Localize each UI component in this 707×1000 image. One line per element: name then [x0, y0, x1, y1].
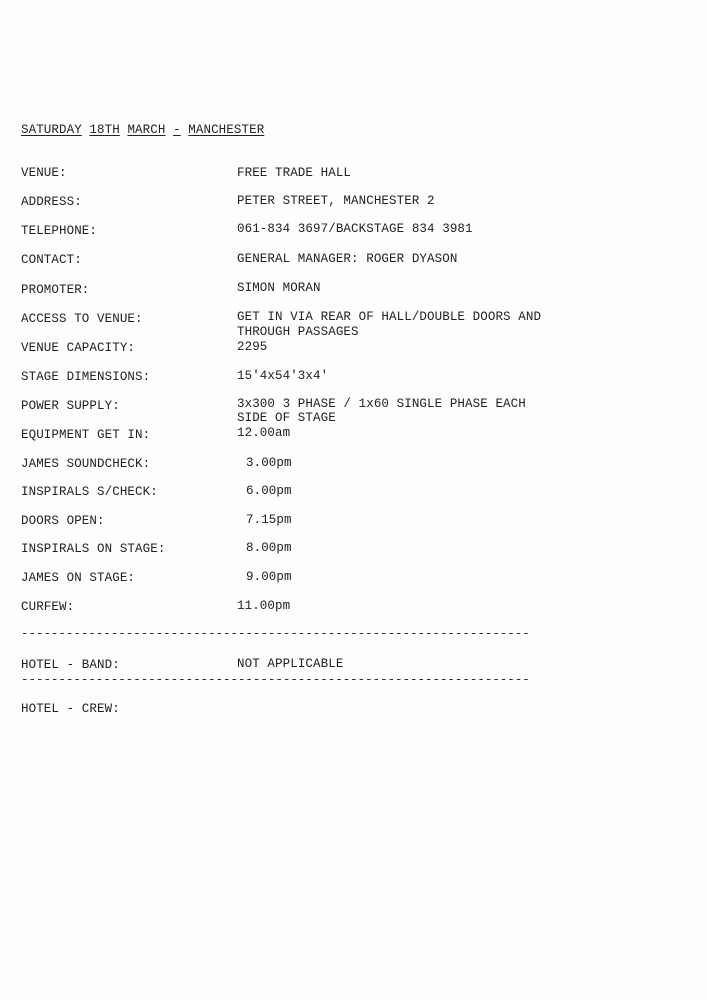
- get-in-label: EQUIPMENT GET IN:: [21, 428, 151, 442]
- schedule-label-james-on-stage: JAMES ON STAGE:: [21, 571, 136, 585]
- contact-value: GENERAL MANAGER: ROGER DYASON: [237, 252, 458, 266]
- telephone-label: TELEPHONE:: [21, 224, 98, 238]
- schedule-time-doors-open: 7.15pm: [246, 513, 292, 527]
- promoter-value: SIMON MORAN: [237, 281, 321, 295]
- capacity-value: 2295: [237, 340, 268, 354]
- stage-value: 15'4x54'3x4': [237, 369, 329, 383]
- contact-label: CONTACT:: [21, 253, 82, 267]
- access-value-line1: GET IN VIA REAR OF HALL/DOUBLE DOORS AND: [237, 310, 542, 324]
- schedule-time-inspirals-on-stage: 8.00pm: [246, 541, 292, 555]
- schedule-time-james-on-stage: 9.00pm: [246, 570, 292, 584]
- hotel-band-value: NOT APPLICABLE: [237, 657, 344, 671]
- schedule-label-doors-open: DOORS OPEN:: [21, 514, 105, 528]
- get-in-value: 12.00am: [237, 426, 291, 440]
- divider-rule-2: --------------------------------------------------------------------: [21, 673, 530, 687]
- power-label: POWER SUPPLY:: [21, 399, 120, 413]
- access-label: ACCESS TO VENUE:: [21, 312, 143, 326]
- schedule-time-curfew: 11.00pm: [237, 599, 291, 613]
- address-value: PETER STREET, MANCHESTER 2: [237, 194, 435, 208]
- power-value-line2: SIDE OF STAGE: [237, 411, 336, 425]
- page-heading: [21, 124, 264, 137]
- schedule-label-inspirals-on-stage: INSPIRALS ON STAGE:: [21, 542, 166, 556]
- schedule-label-james-soundcheck: JAMES SOUNDCHECK:: [21, 457, 151, 471]
- heading-city: MANCHESTER: [188, 123, 265, 137]
- venue-value: FREE TRADE HALL: [237, 166, 352, 180]
- promoter-label: PROMOTER:: [21, 283, 90, 297]
- heading-dash: -: [173, 123, 181, 137]
- venue-label: VENUE:: [21, 166, 67, 180]
- schedule-time-inspirals-soundcheck: 6.00pm: [246, 484, 292, 498]
- hotel-band-label: HOTEL - BAND:: [21, 658, 120, 672]
- stage-label: STAGE DIMENSIONS:: [21, 370, 151, 384]
- heading-day: SATURDAY: [21, 123, 82, 137]
- schedule-time-james-soundcheck: 3.00pm: [246, 456, 292, 470]
- power-value-line1: 3x300 3 PHASE / 1x60 SINGLE PHASE EACH: [237, 397, 526, 411]
- divider-rule-1: --------------------------------------------------------------------: [21, 627, 530, 641]
- access-value-line2: THROUGH PASSAGES: [237, 325, 359, 339]
- heading-month: MARCH: [127, 123, 166, 137]
- schedule-label-inspirals-soundcheck: INSPIRALS S/CHECK:: [21, 485, 158, 499]
- address-label: ADDRESS:: [21, 195, 82, 209]
- capacity-label: VENUE CAPACITY:: [21, 341, 136, 355]
- hotel-crew-label: HOTEL - CREW:: [21, 702, 120, 716]
- heading-date: 18TH: [89, 123, 120, 137]
- schedule-label-curfew: CURFEW:: [21, 600, 75, 614]
- telephone-value: 061-834 3697/BACKSTAGE 834 3981: [237, 222, 473, 236]
